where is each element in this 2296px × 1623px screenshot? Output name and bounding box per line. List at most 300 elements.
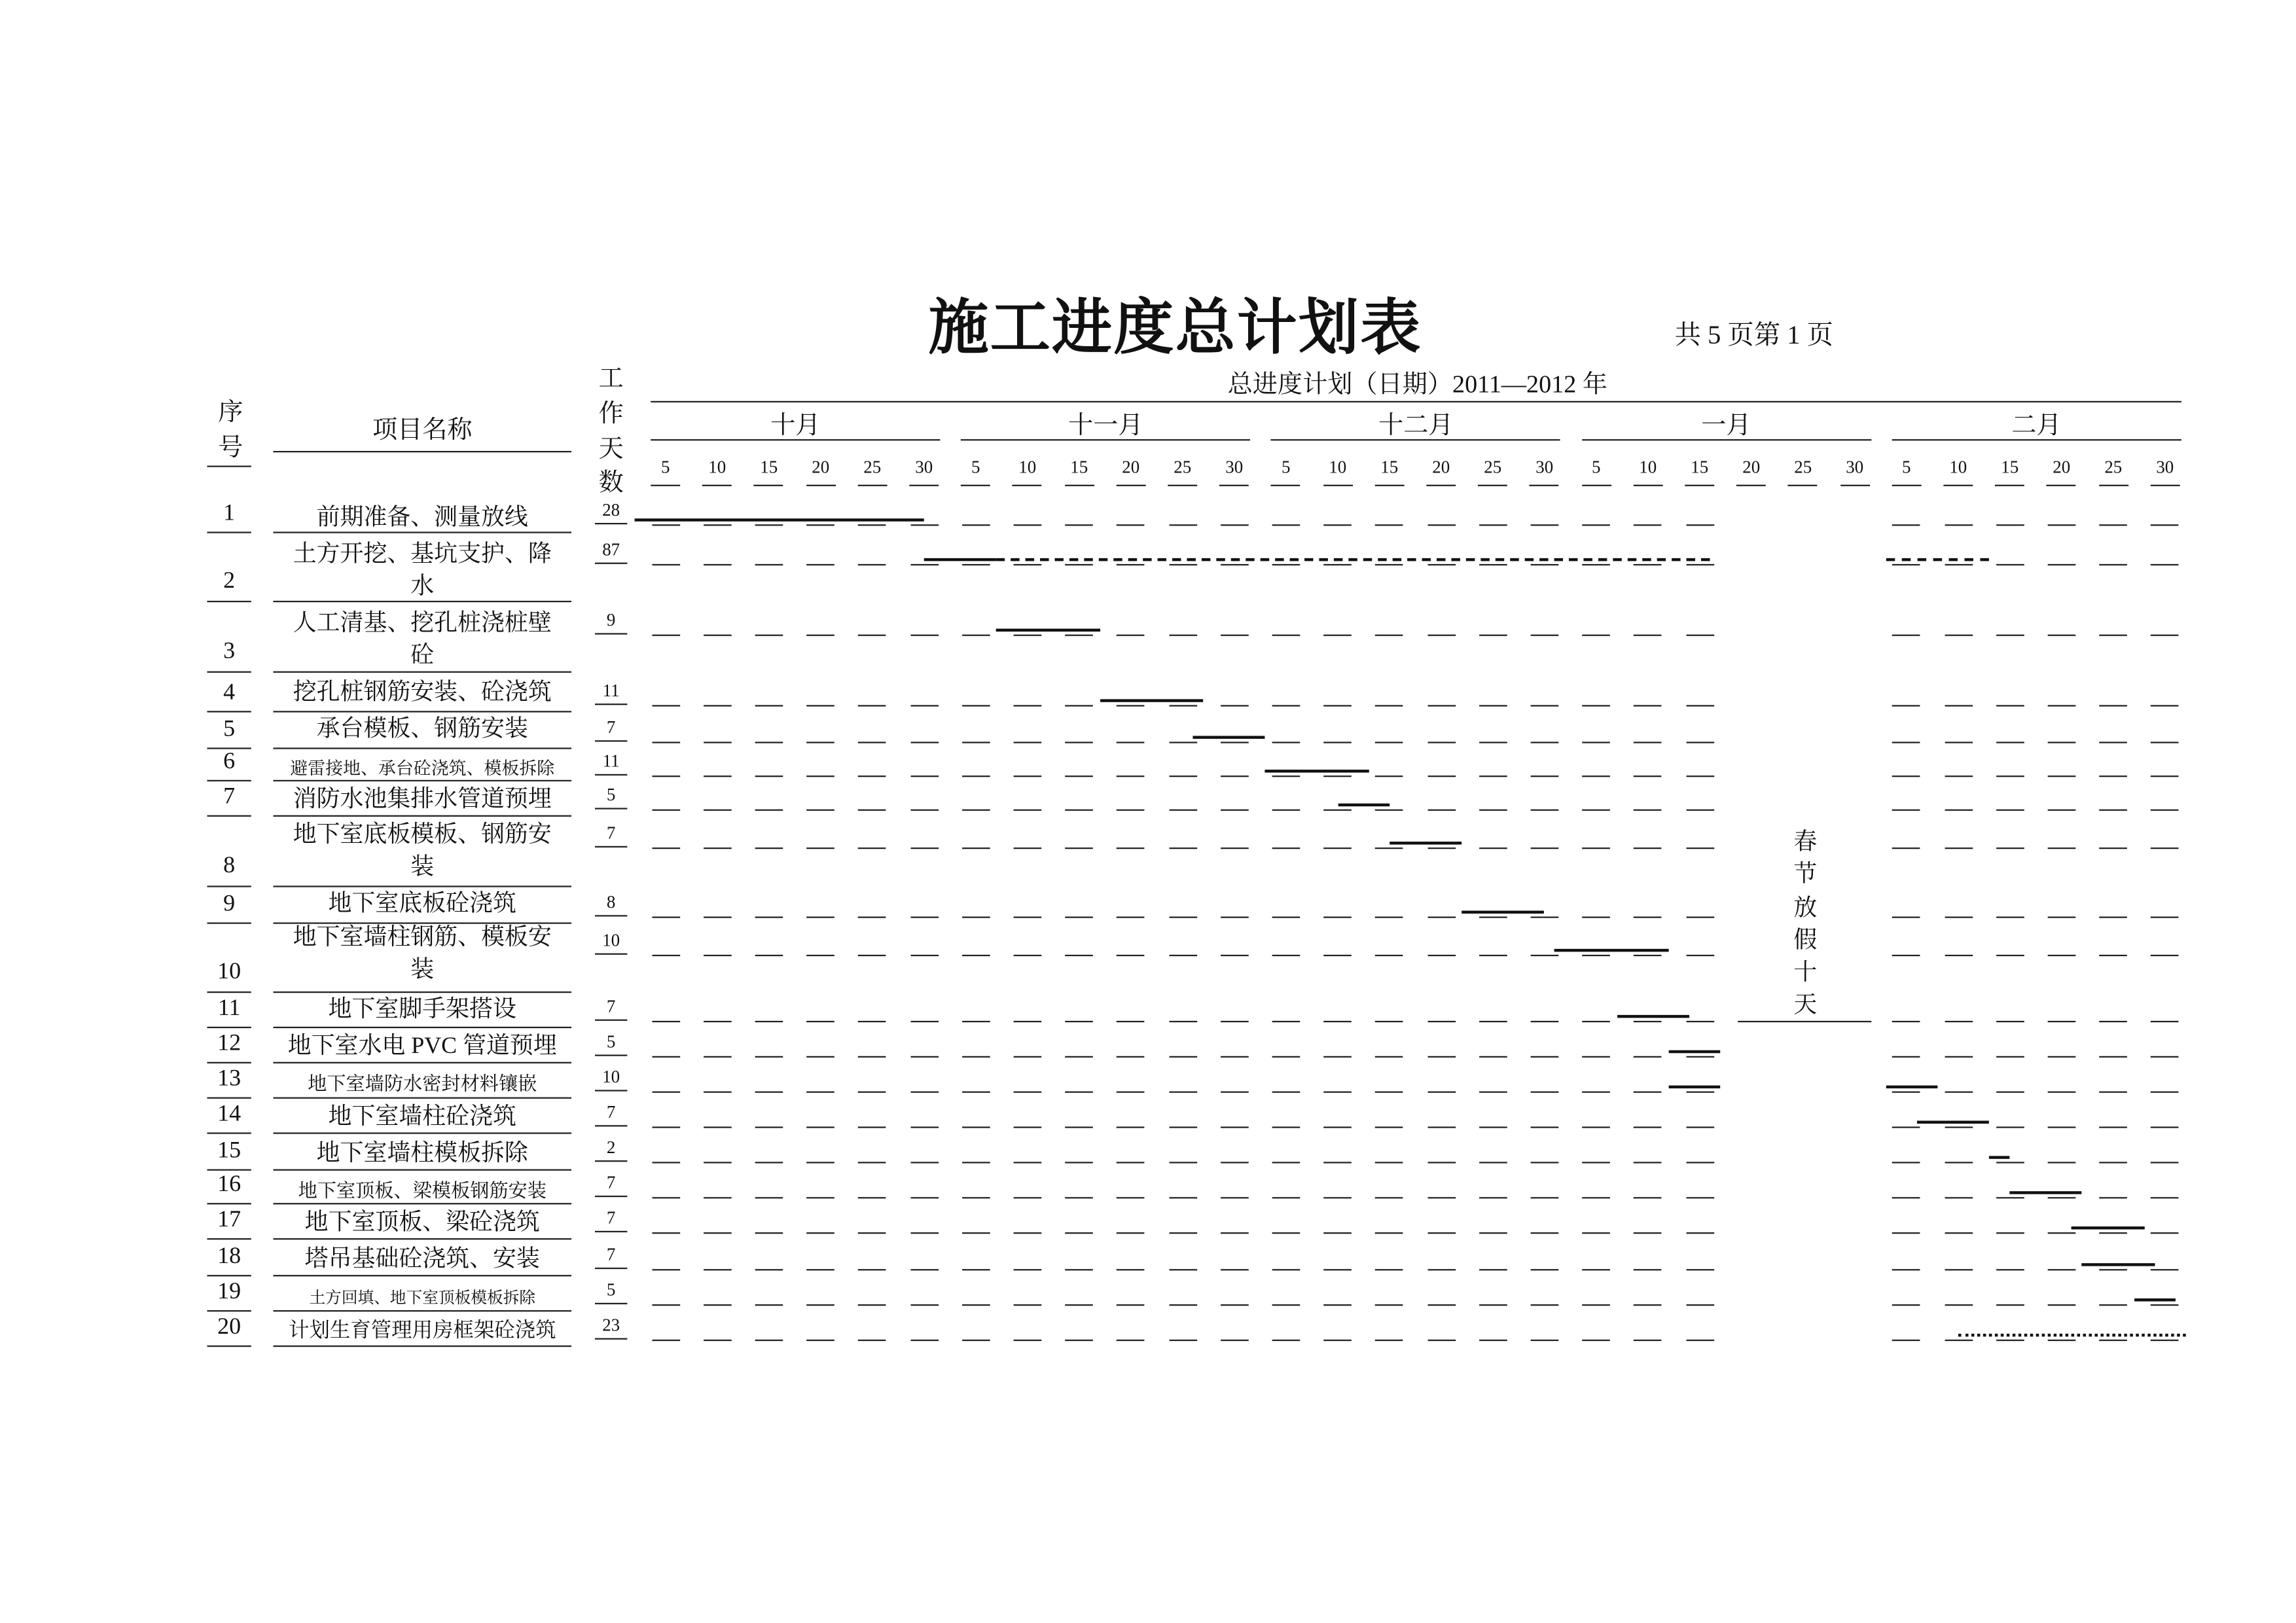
schedule-placeholder-dash (910, 1197, 938, 1198)
day-tick-rule (2150, 485, 2179, 486)
schedule-placeholder-dash (1996, 524, 2024, 526)
schedule-placeholder-dash (806, 847, 834, 849)
day-tick-label: 25 (1794, 457, 1812, 478)
schedule-placeholder-dash (1065, 776, 1093, 777)
schedule-placeholder-dash (2151, 564, 2179, 565)
schedule-placeholder-dash (755, 776, 783, 777)
schedule-placeholder-dash (1479, 1056, 1507, 1058)
task-seq-rule (207, 1132, 251, 1133)
schedule-placeholder-dash (2151, 847, 2179, 849)
task-bar (1265, 770, 1369, 772)
schedule-placeholder-dash (1065, 1162, 1093, 1163)
day-tick-label: 25 (1174, 457, 1192, 478)
schedule-placeholder-dash (1375, 524, 1403, 526)
schedule-placeholder-dash (1685, 1162, 1713, 1163)
task-bar (996, 558, 1710, 561)
schedule-placeholder-dash (910, 1340, 938, 1341)
spring-festival-char: 十 (1793, 961, 1818, 986)
schedule-placeholder-dash (1117, 564, 1145, 565)
task-bar (1917, 1120, 1990, 1123)
schedule-placeholder-dash (703, 1269, 731, 1270)
schedule-placeholder-dash (1582, 1056, 1610, 1058)
task-bar (1617, 1015, 1689, 1018)
timeline-top-rule (651, 401, 2181, 402)
schedule-placeholder-dash (2151, 1056, 2179, 1058)
schedule-placeholder-dash (1582, 1162, 1610, 1163)
task-days: 23 (602, 1314, 620, 1336)
schedule-placeholder-dash (961, 564, 990, 565)
schedule-placeholder-dash (1892, 1162, 1920, 1163)
schedule-placeholder-dash (961, 1162, 990, 1163)
schedule-placeholder-dash (1065, 635, 1093, 636)
task-name: 消防水池集排水管道预埋 (293, 787, 552, 813)
schedule-placeholder-dash (1323, 635, 1352, 636)
day-tick-label: 30 (2156, 457, 2174, 478)
schedule-placeholder-dash (858, 1304, 886, 1306)
schedule-placeholder-dash (1013, 1021, 1041, 1022)
schedule-placeholder-dash (1944, 955, 1972, 956)
day-tick-rule (2098, 485, 2128, 486)
task-days-rule (595, 954, 627, 955)
day-tick-label: 5 (1902, 457, 1911, 478)
schedule-placeholder-dash (961, 635, 990, 636)
month-rule (1892, 439, 2181, 440)
task-days-rule (595, 808, 627, 809)
schedule-placeholder-dash (1427, 955, 1455, 956)
task-days: 7 (606, 1244, 616, 1265)
schedule-placeholder-dash (2099, 635, 2127, 636)
schedule-placeholder-dash (1944, 917, 1972, 918)
task-seq: 11 (217, 995, 241, 1021)
schedule-placeholder-dash (2099, 1162, 2127, 1163)
schedule-placeholder-dash (2099, 564, 2127, 565)
schedule-placeholder-dash (1427, 524, 1455, 526)
schedule-placeholder-dash (1944, 564, 1972, 565)
task-name: 地下室墙柱模板拆除 (316, 1141, 528, 1167)
task-days: 8 (606, 891, 616, 912)
schedule-placeholder-dash (1530, 1021, 1558, 1022)
day-tick-label: 20 (1742, 457, 1761, 478)
schedule-placeholder-dash (1272, 1126, 1300, 1128)
schedule-placeholder-dash (1530, 635, 1558, 636)
day-tick-label: 30 (1846, 457, 1864, 478)
task-seq-rule (207, 1169, 251, 1171)
schedule-placeholder-dash (1479, 1126, 1507, 1128)
day-tick-label: 20 (2053, 457, 2071, 478)
schedule-placeholder-dash (806, 1162, 834, 1163)
schedule-placeholder-dash (910, 1304, 938, 1306)
schedule-placeholder-dash (2099, 917, 2127, 918)
schedule-placeholder-dash (1427, 1092, 1455, 1093)
schedule-placeholder-dash (703, 1340, 731, 1341)
day-tick-rule (909, 485, 939, 486)
task-name-rule (273, 671, 571, 673)
schedule-placeholder-dash (1375, 1092, 1403, 1093)
schedule-placeholder-dash (1323, 1056, 1352, 1058)
month-label: 十一月 (1068, 411, 1143, 440)
task-seq-rule (207, 531, 251, 533)
day-tick-rule (1271, 485, 1300, 486)
schedule-placeholder-dash (1582, 847, 1610, 849)
schedule-placeholder-dash (1427, 635, 1455, 636)
task-name-rule (273, 991, 571, 993)
schedule-placeholder-dash (1582, 1021, 1610, 1022)
day-tick-rule (857, 485, 887, 486)
schedule-placeholder-dash (961, 1197, 990, 1198)
schedule-placeholder-dash (1427, 1232, 1455, 1234)
schedule-placeholder-dash (858, 955, 886, 956)
task-seq-rule (207, 1062, 251, 1063)
task-days-rule (595, 1160, 627, 1162)
schedule-placeholder-dash (1323, 705, 1352, 706)
schedule-placeholder-dash (651, 524, 679, 526)
schedule-placeholder-dash (910, 776, 938, 777)
schedule-placeholder-dash (1634, 1269, 1662, 1270)
schedule-placeholder-dash (1582, 810, 1610, 811)
schedule-placeholder-dash (1944, 524, 1972, 526)
day-tick-rule (1788, 485, 1818, 486)
schedule-placeholder-dash (1685, 1021, 1713, 1022)
schedule-placeholder-dash (2099, 1340, 2127, 1341)
schedule-placeholder-dash (1996, 1126, 2024, 1128)
day-tick-rule (1426, 485, 1456, 486)
schedule-placeholder-dash (1479, 1021, 1507, 1022)
task-bar (1668, 1086, 1720, 1088)
schedule-placeholder-dash (2099, 847, 2127, 849)
schedule-placeholder-dash (806, 1232, 834, 1234)
day-tick-rule (961, 485, 990, 486)
schedule-placeholder-dash (1168, 1092, 1196, 1093)
schedule-placeholder-dash (1582, 564, 1610, 565)
task-name: 人工清基、挖孔桩浇桩壁砼 (293, 611, 552, 669)
day-tick-rule (2047, 485, 2076, 486)
task-seq-rule (207, 601, 251, 602)
schedule-placeholder-dash (651, 1162, 679, 1163)
schedule-placeholder-dash (1013, 741, 1041, 743)
schedule-placeholder-dash (1944, 1126, 1972, 1128)
day-tick-label: 15 (1380, 457, 1399, 478)
schedule-placeholder-dash (1375, 1162, 1403, 1163)
schedule-placeholder-dash (2151, 1197, 2179, 1198)
schedule-placeholder-dash (651, 955, 679, 956)
schedule-placeholder-dash (2047, 1056, 2075, 1058)
schedule-placeholder-dash (1996, 1056, 2024, 1058)
schedule-placeholder-dash (806, 776, 834, 777)
schedule-placeholder-dash (806, 810, 834, 811)
schedule-placeholder-dash (1013, 847, 1041, 849)
schedule-placeholder-dash (2151, 1304, 2179, 1306)
schedule-placeholder-dash (1117, 955, 1145, 956)
schedule-placeholder-dash (1168, 741, 1196, 743)
task-name-rule (273, 601, 571, 602)
schedule-placeholder-dash (806, 1197, 834, 1198)
schedule-placeholder-dash (1272, 741, 1300, 743)
schedule-placeholder-dash (961, 1340, 990, 1341)
schedule-placeholder-dash (1065, 1021, 1093, 1022)
schedule-placeholder-dash (2151, 917, 2179, 918)
day-tick-label: 5 (1592, 457, 1601, 478)
schedule-placeholder-dash (1375, 1197, 1403, 1198)
day-tick-label: 30 (1535, 457, 1554, 478)
schedule-placeholder-dash (1375, 1126, 1403, 1128)
schedule-placeholder-dash (1013, 1056, 1041, 1058)
schedule-placeholder-dash (1065, 524, 1093, 526)
day-tick-rule (1530, 485, 1559, 486)
schedule-placeholder-dash (1530, 1304, 1558, 1306)
schedule-placeholder-dash (755, 955, 783, 956)
schedule-placeholder-dash (1634, 955, 1662, 956)
schedule-placeholder-dash (1013, 1197, 1041, 1198)
schedule-placeholder-dash (1479, 564, 1507, 565)
schedule-placeholder-dash (755, 1197, 783, 1198)
schedule-placeholder-dash (1323, 810, 1352, 811)
schedule-placeholder-dash (1479, 1340, 1507, 1341)
task-days: 10 (602, 929, 620, 951)
schedule-placeholder-dash (1996, 776, 2024, 777)
schedule-placeholder-dash (2047, 1162, 2075, 1163)
task-days-rule (595, 523, 627, 524)
schedule-placeholder-dash (1272, 1304, 1300, 1306)
schedule-placeholder-dash (1427, 705, 1455, 706)
task-bar (1886, 1086, 1937, 1088)
schedule-placeholder-dash (1685, 810, 1713, 811)
schedule-placeholder-dash (1323, 1304, 1352, 1306)
schedule-placeholder-dash (2151, 1340, 2179, 1341)
schedule-placeholder-dash (858, 810, 886, 811)
schedule-placeholder-dash (1685, 1092, 1713, 1093)
schedule-placeholder-dash (1375, 810, 1403, 811)
schedule-placeholder-dash (1685, 705, 1713, 706)
schedule-placeholder-dash (1117, 1232, 1145, 1234)
schedule-placeholder-dash (961, 1092, 990, 1093)
schedule-placeholder-dash (1065, 741, 1093, 743)
schedule-placeholder-dash (1117, 1162, 1145, 1163)
schedule-placeholder-dash (1168, 1056, 1196, 1058)
schedule-placeholder-dash (1323, 847, 1352, 849)
schedule-placeholder-dash (2151, 1162, 2179, 1163)
schedule-placeholder-dash (1065, 1269, 1093, 1270)
task-bar (2072, 1226, 2145, 1229)
schedule-placeholder-dash (1220, 524, 1248, 526)
schedule-placeholder-dash (1582, 1126, 1610, 1128)
task-seq: 5 (223, 717, 236, 742)
schedule-placeholder-dash (1168, 847, 1196, 849)
schedule-placeholder-dash (703, 1162, 731, 1163)
schedule-placeholder-dash (1634, 776, 1662, 777)
day-tick-label: 10 (708, 457, 726, 478)
task-days-rule (595, 1054, 627, 1056)
schedule-placeholder-dash (1944, 1162, 1972, 1163)
schedule-placeholder-dash (2047, 1340, 2075, 1341)
schedule-placeholder-dash (1685, 776, 1713, 777)
schedule-placeholder-dash (1117, 635, 1145, 636)
schedule-placeholder-dash (1168, 1021, 1196, 1022)
schedule-placeholder-dash (1582, 1092, 1610, 1093)
schedule-placeholder-dash (1996, 955, 2024, 956)
schedule-placeholder-dash (961, 1232, 990, 1234)
schedule-placeholder-dash (1944, 1304, 1972, 1306)
day-tick-rule (1013, 485, 1042, 486)
day-tick-label: 15 (760, 457, 778, 478)
schedule-placeholder-dash (1892, 741, 1920, 743)
schedule-placeholder-dash (1065, 705, 1093, 706)
schedule-placeholder-dash (1272, 917, 1300, 918)
task-name: 计划生育管理用房框架砼浇筑 (289, 1320, 556, 1343)
schedule-placeholder-dash (910, 741, 938, 743)
task-seq-rule (207, 815, 251, 817)
days-header-3: 天 (598, 435, 624, 463)
schedule-placeholder-dash (1996, 1269, 2024, 1270)
schedule-placeholder-dash (1220, 741, 1248, 743)
schedule-placeholder-dash (2151, 1021, 2179, 1022)
schedule-placeholder-dash (1685, 847, 1713, 849)
schedule-placeholder-dash (1065, 917, 1093, 918)
schedule-placeholder-dash (703, 564, 731, 565)
task-name-rule (273, 747, 571, 749)
schedule-placeholder-dash (2099, 1197, 2127, 1198)
task-days: 10 (602, 1066, 620, 1087)
schedule-placeholder-dash (858, 741, 886, 743)
schedule-placeholder-dash (1996, 741, 2024, 743)
task-days: 5 (606, 784, 616, 805)
task-days-rule (595, 1125, 627, 1126)
task-seq: 2 (223, 568, 236, 594)
schedule-placeholder-dash (755, 810, 783, 811)
task-days: 7 (606, 1101, 616, 1122)
schedule-placeholder-dash (1479, 917, 1507, 918)
schedule-placeholder-dash (1944, 635, 1972, 636)
day-tick-label: 20 (1122, 457, 1140, 478)
task-name-rule (273, 1097, 571, 1099)
schedule-placeholder-dash (1220, 705, 1248, 706)
schedule-placeholder-dash (2151, 1232, 2179, 1234)
days-header-4: 数 (598, 468, 624, 497)
schedule-placeholder-dash (1168, 524, 1196, 526)
schedule-placeholder-dash (1996, 1340, 2024, 1341)
task-days-rule (595, 846, 627, 847)
schedule-placeholder-dash (2047, 635, 2075, 636)
schedule-placeholder-dash (755, 564, 783, 565)
task-bar (1100, 699, 1203, 702)
schedule-placeholder-dash (910, 1092, 938, 1093)
schedule-placeholder-dash (1065, 955, 1093, 956)
schedule-placeholder-dash (858, 1056, 886, 1058)
schedule-placeholder-dash (651, 810, 679, 811)
schedule-placeholder-dash (2047, 955, 2075, 956)
schedule-placeholder-dash (1375, 955, 1403, 956)
day-tick-rule (1323, 485, 1352, 486)
schedule-placeholder-dash (2099, 776, 2127, 777)
schedule-placeholder-dash (1220, 955, 1248, 956)
schedule-placeholder-dash (1427, 564, 1455, 565)
schedule-placeholder-dash (651, 1340, 679, 1341)
schedule-placeholder-dash (1892, 955, 1920, 956)
task-name: 地下室墙防水密封材料镶嵌 (308, 1072, 537, 1095)
schedule-placeholder-dash (1272, 955, 1300, 956)
schedule-placeholder-dash (1272, 810, 1300, 811)
schedule-placeholder-dash (858, 1197, 886, 1198)
schedule-placeholder-dash (858, 776, 886, 777)
schedule-placeholder-dash (1944, 741, 1972, 743)
schedule-placeholder-dash (1582, 776, 1610, 777)
task-bar (1555, 949, 1669, 952)
task-days: 5 (606, 1279, 616, 1300)
schedule-placeholder-dash (1117, 524, 1145, 526)
schedule-placeholder-dash (1013, 1162, 1041, 1163)
schedule-placeholder-dash (2151, 741, 2179, 743)
schedule-placeholder-dash (1634, 917, 1662, 918)
schedule-placeholder-dash (1530, 1269, 1558, 1270)
schedule-placeholder-dash (910, 847, 938, 849)
days-header-2: 作 (598, 399, 624, 428)
day-tick-rule (1581, 485, 1611, 486)
task-name: 避雷接地、承台砼浇筑、模板拆除 (290, 758, 555, 779)
task-name: 土方回填、地下室顶板模板拆除 (309, 1289, 536, 1308)
schedule-placeholder-dash (910, 524, 938, 526)
schedule-placeholder-dash (651, 1304, 679, 1306)
task-name: 地下室脚手架搭设 (328, 997, 516, 1023)
schedule-placeholder-dash (961, 1056, 990, 1058)
schedule-placeholder-dash (1427, 1269, 1455, 1270)
schedule-placeholder-dash (651, 564, 679, 565)
schedule-placeholder-dash (1892, 1269, 1920, 1270)
task-seq: 8 (223, 853, 236, 879)
schedule-placeholder-dash (1117, 1056, 1145, 1058)
schedule-placeholder-dash (2047, 917, 2075, 918)
schedule-placeholder-dash (1427, 917, 1455, 918)
schedule-placeholder-dash (1065, 1197, 1093, 1198)
task-seq: 13 (217, 1066, 242, 1092)
schedule-placeholder-dash (755, 1092, 783, 1093)
schedule-placeholder-dash (910, 705, 938, 706)
schedule-placeholder-dash (2047, 741, 2075, 743)
day-tick-label: 25 (2104, 457, 2123, 478)
day-tick-rule (1168, 485, 1197, 486)
task-days-rule (595, 704, 627, 705)
schedule-placeholder-dash (1168, 1304, 1196, 1306)
task-seq: 10 (217, 959, 242, 984)
schedule-placeholder-dash (1117, 1304, 1145, 1306)
schedule-placeholder-dash (1323, 1126, 1352, 1128)
schedule-placeholder-dash (1530, 1197, 1558, 1198)
schedule-placeholder-dash (2047, 1092, 2075, 1093)
task-seq-rule (207, 1238, 251, 1240)
schedule-placeholder-dash (2047, 1232, 2075, 1234)
spring-festival-char: 放 (1793, 895, 1818, 921)
task-name: 承台模板、钢筋安装 (316, 717, 528, 742)
task-bar (1462, 911, 1544, 914)
schedule-placeholder-dash (1220, 564, 1248, 565)
schedule-placeholder-dash (1582, 1304, 1610, 1306)
schedule-placeholder-dash (858, 524, 886, 526)
task-seq-rule (207, 885, 251, 887)
schedule-placeholder-dash (910, 564, 938, 565)
schedule-placeholder-dash (2047, 524, 2075, 526)
task-bar (2134, 1298, 2175, 1301)
day-tick-label: 30 (915, 457, 933, 478)
schedule-placeholder-dash (1168, 917, 1196, 918)
schedule-placeholder-dash (1685, 917, 1713, 918)
task-bar (1958, 1334, 2186, 1336)
schedule-placeholder-dash (858, 705, 886, 706)
schedule-placeholder-dash (1220, 1162, 1248, 1163)
schedule-placeholder-dash (1065, 847, 1093, 849)
schedule-placeholder-dash (651, 1232, 679, 1234)
schedule-placeholder-dash (910, 1232, 938, 1234)
task-bar (2082, 1263, 2155, 1266)
spring-festival-char: 节 (1793, 863, 1818, 888)
schedule-placeholder-dash (1996, 1304, 2024, 1306)
